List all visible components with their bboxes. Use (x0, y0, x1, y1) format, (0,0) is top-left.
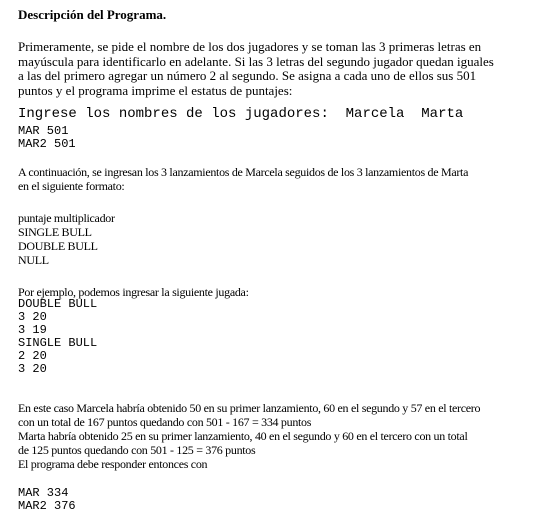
result-line: Marta habría obtenido 25 en su primer lanzamiento, 40 en el segundo y 60 en el tercero con un total (18, 429, 468, 443)
intro-line: mayúscula para identificarlo en adelante. Si las 3 letras del segundo jugador quedan iguales (18, 53, 494, 69)
intro-line: a las del primero agregar un número 2 al segundo. Se asigna a cada uno de ellos sus 501 (18, 68, 477, 83)
format-line: SINGLE BULL (18, 225, 92, 239)
example-line: 3 20 (18, 362, 47, 376)
format-list (18, 211, 115, 267)
result-line: con un total de 167 puntos quedando con 501 - 167 = 334 puntos (18, 415, 312, 429)
intro-line: Primeramente, se pide el nombre de los dos jugadores y se toman las 3 primeras letras en (18, 39, 482, 54)
example-input (18, 298, 97, 376)
format-line: DOUBLE BULL (18, 239, 98, 253)
result-line: El programa debe responder entonces con (18, 457, 208, 471)
result-line: En este caso Marcela habría obtenido 50 en su primer lanzamiento, 60 en el segundo y 57 en el tercero (18, 401, 481, 415)
result-line: de 125 puntos quedando con 501 - 125 = 376 puntos (18, 443, 256, 457)
final-output (18, 487, 76, 513)
example-line: 3 20 (18, 310, 47, 324)
example-line: 2 20 (18, 349, 47, 363)
console-prompt: Ingrese los nombres de los jugadores: Marcela Marta (18, 106, 464, 122)
example-intro: Por ejemplo, podemos ingresar la siguiente jugada: (18, 285, 249, 299)
format-line: puntaje multiplicador (18, 211, 115, 225)
example-line: SINGLE BULL (18, 336, 98, 350)
final-line: MAR 334 (18, 486, 69, 500)
example-line: 3 19 (18, 323, 47, 337)
intro-line: puntos y el programa imprime el estatus de puntajes: (18, 82, 293, 98)
status-line: MAR 501 (18, 124, 69, 138)
example-line: DOUBLE BULL (18, 297, 98, 311)
initial-status (18, 125, 76, 151)
page-title: Descripción del Programa. (18, 7, 167, 22)
result-paragraph (18, 401, 480, 471)
status-line: MAR2 501 (18, 137, 76, 151)
intro-paragraph (18, 40, 494, 98)
final-line: MAR2 376 (18, 499, 76, 513)
continuation-line: A continuación, se ingresan los 3 lanzamientos de Marcela seguidos de los 3 lanzamientos de Marta (18, 165, 469, 179)
continuation-line: en el siguiente formato: (18, 179, 125, 193)
format-line: NULL (18, 253, 49, 267)
continuation-paragraph (18, 165, 468, 193)
